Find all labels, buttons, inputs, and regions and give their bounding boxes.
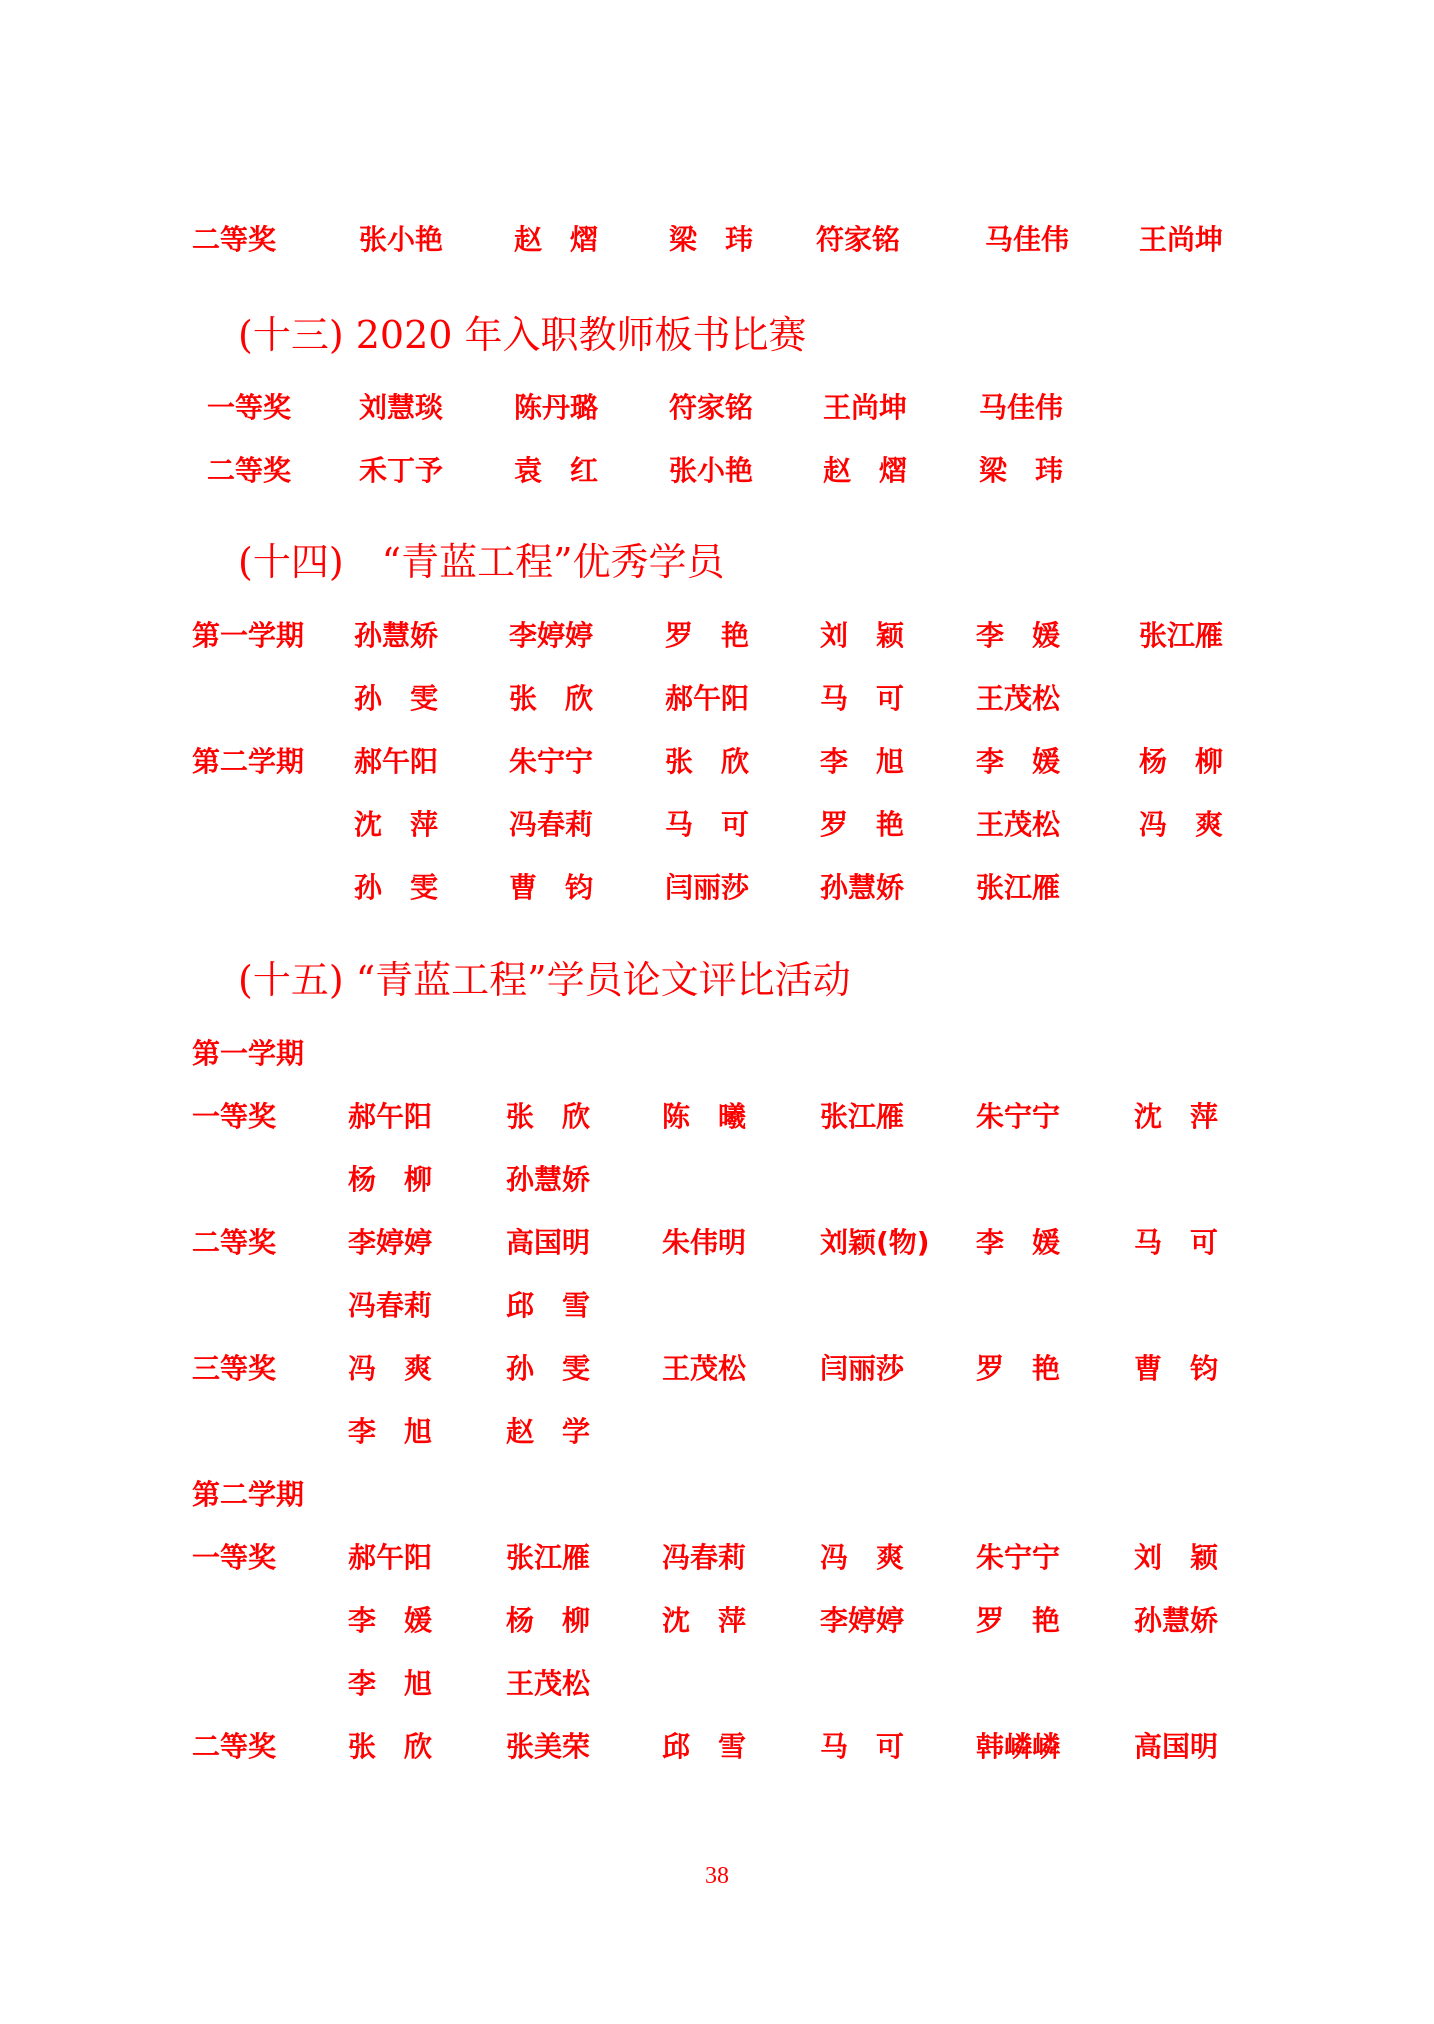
award-row [0, 1095, 1434, 1139]
award-level: 二等奖 [192, 1226, 277, 1259]
award-row [0, 1662, 1434, 1706]
winner-name: 曹 钧 [509, 871, 594, 904]
winner-name: 符家铭 [816, 223, 901, 256]
winner-name: 闫丽莎 [820, 1352, 905, 1385]
winner-name: 李 媛 [348, 1604, 433, 1637]
semester-label: 第二学期 [192, 745, 305, 778]
winner-name: 张小艳 [359, 223, 444, 256]
winner-name: 王茂松 [506, 1667, 591, 1700]
winner-name: 马 可 [820, 682, 905, 715]
winner-name: 李 旭 [348, 1415, 433, 1448]
winner-name: 张江雁 [820, 1100, 905, 1133]
winner-name: 袁 红 [514, 454, 599, 487]
winner-name: 冯春莉 [662, 1541, 747, 1574]
winner-name: 李 旭 [820, 745, 905, 778]
winner-name: 张 欣 [509, 682, 594, 715]
winner-name: 王茂松 [662, 1352, 747, 1385]
winner-name: 冯 爽 [348, 1352, 433, 1385]
winner-name: 孙 雯 [354, 871, 439, 904]
award-level: 一等奖 [207, 391, 292, 424]
award-level: 一等奖 [192, 1100, 277, 1133]
winner-name: 郝午阳 [354, 745, 439, 778]
winner-name: 李婷婷 [820, 1604, 905, 1637]
winner-name: 沈 萍 [662, 1604, 747, 1637]
award-level: 二等奖 [207, 454, 292, 487]
winner-name: 罗 艳 [976, 1352, 1061, 1385]
award-row [0, 677, 1434, 721]
award-level: 二等奖 [192, 223, 277, 256]
award-row [0, 218, 1434, 262]
semester-label: 第二学期 [192, 1478, 305, 1511]
award-row [0, 1158, 1434, 1202]
section-heading: (十三) 2020 年入职教师板书比赛 [238, 313, 807, 357]
winner-name: 李 媛 [976, 1226, 1061, 1259]
winner-name: 马佳伟 [985, 223, 1070, 256]
winner-name: 罗 艳 [665, 619, 750, 652]
award-row [0, 740, 1434, 784]
winner-name: 赵 学 [506, 1415, 591, 1448]
winner-name: 曹 钧 [1134, 1352, 1219, 1385]
winner-name: 闫丽莎 [665, 871, 750, 904]
winner-name: 李婷婷 [509, 619, 594, 652]
winner-name: 刘 颖 [1134, 1541, 1219, 1574]
winner-name: 梁 玮 [669, 223, 754, 256]
winner-name: 张江雁 [976, 871, 1061, 904]
award-level: 二等奖 [192, 1730, 277, 1763]
winner-name: 孙慧娇 [506, 1163, 591, 1196]
winner-name: 孙 雯 [506, 1352, 591, 1385]
winner-name: 马 可 [665, 808, 750, 841]
winner-name: 王尚坤 [823, 391, 908, 424]
winner-name: 刘 颖 [820, 619, 905, 652]
winner-name: 朱宁宁 [509, 745, 594, 778]
winner-name: 马 可 [820, 1730, 905, 1763]
winner-name: 符家铭 [669, 391, 754, 424]
winner-name: 王茂松 [976, 682, 1061, 715]
winner-name: 杨 柳 [1139, 745, 1224, 778]
section-heading: (十四) “青蓝工程”优秀学员 [238, 540, 725, 584]
winner-name: 孙 雯 [354, 682, 439, 715]
winner-name: 王尚坤 [1139, 223, 1224, 256]
winner-name: 李 旭 [348, 1667, 433, 1700]
semester-row [0, 1473, 1434, 1517]
winner-name: 赵 熠 [823, 454, 908, 487]
winner-name: 马佳伟 [979, 391, 1064, 424]
winner-name: 邱 雪 [506, 1289, 591, 1322]
winner-name: 邱 雪 [662, 1730, 747, 1763]
winner-name: 张美荣 [506, 1730, 591, 1763]
winner-name: 禾丁予 [359, 454, 444, 487]
winner-name: 冯春莉 [509, 808, 594, 841]
winner-name: 沈 萍 [354, 808, 439, 841]
winner-name: 梁 玮 [979, 454, 1064, 487]
winner-name: 朱伟明 [662, 1226, 747, 1259]
winner-name: 李 媛 [976, 745, 1061, 778]
winner-name: 张江雁 [506, 1541, 591, 1574]
award-row [0, 1536, 1434, 1580]
award-level: 一等奖 [192, 1541, 277, 1574]
winner-name: 郝午阳 [348, 1100, 433, 1133]
award-row [0, 386, 1434, 430]
winner-name: 沈 萍 [1134, 1100, 1219, 1133]
award-level: 三等奖 [192, 1352, 277, 1385]
winner-name: 李 媛 [976, 619, 1061, 652]
page-number: 38 [705, 1863, 729, 1889]
award-row [0, 614, 1434, 658]
winner-name: 张 欣 [506, 1100, 591, 1133]
award-row [0, 866, 1434, 910]
winner-name: 赵 熠 [514, 223, 599, 256]
winner-name: 刘颖(物) [820, 1226, 930, 1259]
section-heading: (十五) “青蓝工程”学员论文评比活动 [238, 958, 851, 1002]
semester-label: 第一学期 [192, 1037, 305, 1070]
winner-name: 冯春莉 [348, 1289, 433, 1322]
winner-name: 郝午阳 [348, 1541, 433, 1574]
winner-name: 郝午阳 [665, 682, 750, 715]
semester-label: 第一学期 [192, 619, 305, 652]
award-row [0, 1725, 1434, 1769]
winner-name: 张 欣 [348, 1730, 433, 1763]
winner-name: 韩嶙嶙 [976, 1730, 1061, 1763]
winner-name: 朱宁宁 [976, 1541, 1061, 1574]
semester-row [0, 1032, 1434, 1076]
winner-name: 王茂松 [976, 808, 1061, 841]
winner-name: 朱宁宁 [976, 1100, 1061, 1133]
winner-name: 陈丹璐 [514, 391, 599, 424]
winner-name: 高国明 [506, 1226, 591, 1259]
award-row [0, 1221, 1434, 1265]
winner-name: 冯 爽 [1139, 808, 1224, 841]
winner-name: 冯 爽 [820, 1541, 905, 1574]
winner-name: 刘慧琰 [359, 391, 444, 424]
winner-name: 张 欣 [665, 745, 750, 778]
award-row [0, 1599, 1434, 1643]
winner-name: 张小艳 [669, 454, 754, 487]
winner-name: 罗 艳 [976, 1604, 1061, 1637]
winner-name: 孙慧娇 [820, 871, 905, 904]
winner-name: 高国明 [1134, 1730, 1219, 1763]
winner-name: 孙慧娇 [1134, 1604, 1219, 1637]
award-row [0, 1284, 1434, 1328]
winner-name: 张江雁 [1139, 619, 1224, 652]
award-row [0, 1410, 1434, 1454]
winner-name: 罗 艳 [820, 808, 905, 841]
winner-name: 杨 柳 [506, 1604, 591, 1637]
winner-name: 孙慧娇 [354, 619, 439, 652]
award-row [0, 803, 1434, 847]
winner-name: 马 可 [1134, 1226, 1219, 1259]
winner-name: 李婷婷 [348, 1226, 433, 1259]
winner-name: 杨 柳 [348, 1163, 433, 1196]
award-row [0, 1347, 1434, 1391]
award-row [0, 449, 1434, 493]
winner-name: 陈 曦 [662, 1100, 747, 1133]
